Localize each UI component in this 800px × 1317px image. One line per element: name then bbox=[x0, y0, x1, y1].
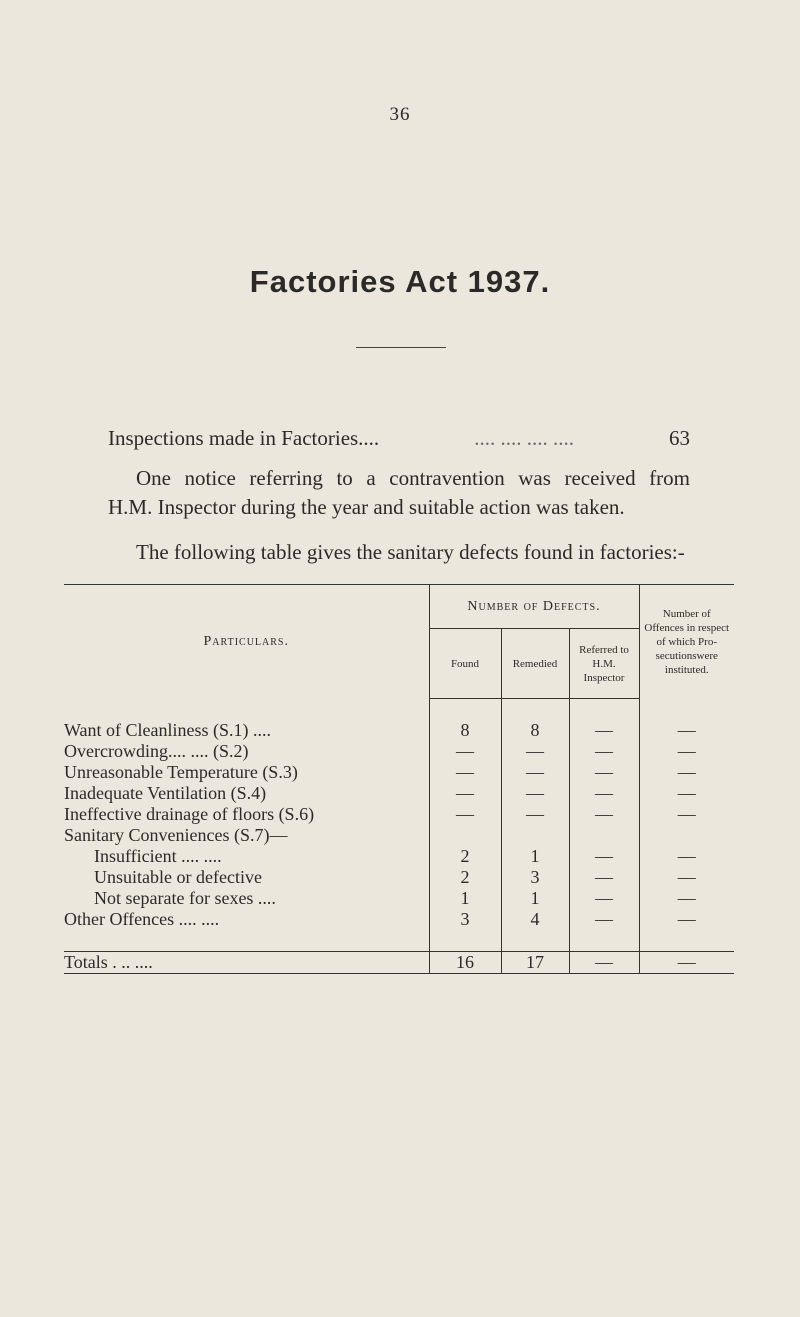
cell-found: 8 bbox=[429, 720, 501, 741]
cell-offences: — bbox=[639, 804, 734, 825]
cell-remedied bbox=[501, 825, 569, 846]
row-label: Other Offences .... .... bbox=[64, 909, 220, 929]
cell-found: 2 bbox=[429, 846, 501, 867]
table-row bbox=[64, 762, 734, 783]
table-row bbox=[64, 825, 734, 846]
header-remedied: Remedied bbox=[501, 629, 569, 699]
row-label: Totals . .. .... bbox=[64, 952, 429, 974]
cell-referred: — bbox=[569, 909, 639, 930]
inspections-dots: .... .... .... .... bbox=[474, 426, 574, 450]
row-label: Ineffective drainage of floors (S.6) bbox=[64, 804, 315, 824]
table-row bbox=[64, 804, 734, 825]
cell-remedied: 1 bbox=[501, 888, 569, 909]
table-row bbox=[64, 741, 734, 762]
cell-offences: — bbox=[639, 762, 734, 783]
cell-found: — bbox=[429, 804, 501, 825]
spacer-row bbox=[64, 930, 734, 952]
cell-referred: — bbox=[569, 846, 639, 867]
spacer-row bbox=[64, 699, 734, 721]
page-number: 36 bbox=[389, 104, 411, 125]
table-row bbox=[64, 720, 734, 741]
sanitary-defects-table bbox=[64, 584, 734, 974]
cell-remedied: 17 bbox=[501, 952, 569, 974]
cell-remedied: 8 bbox=[501, 720, 569, 741]
cell-referred: — bbox=[569, 888, 639, 909]
notice-paragraph bbox=[108, 464, 690, 522]
row-label: Unreasonable Temperature (S.3) bbox=[64, 762, 298, 782]
cell-remedied: — bbox=[501, 762, 569, 783]
cell-found bbox=[429, 825, 501, 846]
cell-referred: — bbox=[569, 804, 639, 825]
table-row bbox=[64, 846, 734, 867]
row-label: Unsuitable or defective bbox=[94, 867, 262, 887]
cell-remedied: 3 bbox=[501, 867, 569, 888]
header-found: Found bbox=[429, 629, 501, 699]
cell-referred bbox=[569, 825, 639, 846]
row-label: Not separate for sexes .... bbox=[94, 888, 276, 908]
row-label: Overcrowding.... .... (S.2) bbox=[64, 741, 249, 761]
header-offences: Number of Offences in respect of which Pro-secutionswere instituted. bbox=[639, 585, 734, 699]
cell-referred: — bbox=[569, 952, 639, 974]
inspections-value: 63 bbox=[669, 426, 690, 450]
table-row bbox=[64, 909, 734, 930]
cell-referred: — bbox=[569, 762, 639, 783]
cell-found: — bbox=[429, 762, 501, 783]
cell-remedied: — bbox=[501, 783, 569, 804]
title-divider bbox=[356, 347, 446, 348]
cell-offences: — bbox=[639, 867, 734, 888]
cell-referred: — bbox=[569, 867, 639, 888]
header-number-of-defects: Number of Defects. bbox=[429, 585, 639, 629]
cell-offences: — bbox=[639, 909, 734, 930]
cell-offences: — bbox=[639, 783, 734, 804]
row-label: Want of Cleanliness (S.1) .... bbox=[64, 720, 272, 740]
totals-row bbox=[64, 952, 734, 974]
cell-offences: — bbox=[639, 952, 734, 974]
cell-remedied: — bbox=[501, 804, 569, 825]
row-label: Sanitary Conveniences (S.7)— bbox=[64, 825, 288, 845]
row-label: Inadequate Ventilation (S.4) bbox=[64, 783, 267, 803]
header-particulars: Particulars. bbox=[64, 585, 429, 699]
inspections-line bbox=[108, 426, 690, 451]
cell-referred: — bbox=[569, 783, 639, 804]
notice-line-2: H.M. Inspector during the year and suitable action was taken. bbox=[108, 495, 625, 519]
table-row bbox=[64, 888, 734, 909]
row-label: Insufficient .... .... bbox=[94, 846, 222, 866]
cell-found: — bbox=[429, 783, 501, 804]
cell-offences: — bbox=[639, 720, 734, 741]
cell-found: 2 bbox=[429, 867, 501, 888]
page-title: Factories Act 1937. bbox=[249, 264, 551, 299]
cell-found: 1 bbox=[429, 888, 501, 909]
cell-found: — bbox=[429, 741, 501, 762]
cell-offences: — bbox=[639, 741, 734, 762]
table-row bbox=[64, 783, 734, 804]
cell-offences: — bbox=[639, 846, 734, 867]
cell-found: 3 bbox=[429, 909, 501, 930]
cell-referred: — bbox=[569, 741, 639, 762]
cell-found: 16 bbox=[429, 952, 501, 974]
notice-line-1: One notice referring to a contravention was received from bbox=[136, 466, 690, 490]
cell-remedied: 4 bbox=[501, 909, 569, 930]
cell-offences: — bbox=[639, 888, 734, 909]
table-row bbox=[64, 867, 734, 888]
cell-remedied: 1 bbox=[501, 846, 569, 867]
cell-offences bbox=[639, 825, 734, 846]
cell-referred: — bbox=[569, 720, 639, 741]
table-intro: The following table gives the sanitary defects found in factories:- bbox=[136, 540, 685, 564]
cell-remedied: — bbox=[501, 741, 569, 762]
inspections-label: Inspections made in Factories.... bbox=[108, 426, 380, 450]
header-referred: Referred to H.M. Inspector bbox=[569, 629, 639, 699]
